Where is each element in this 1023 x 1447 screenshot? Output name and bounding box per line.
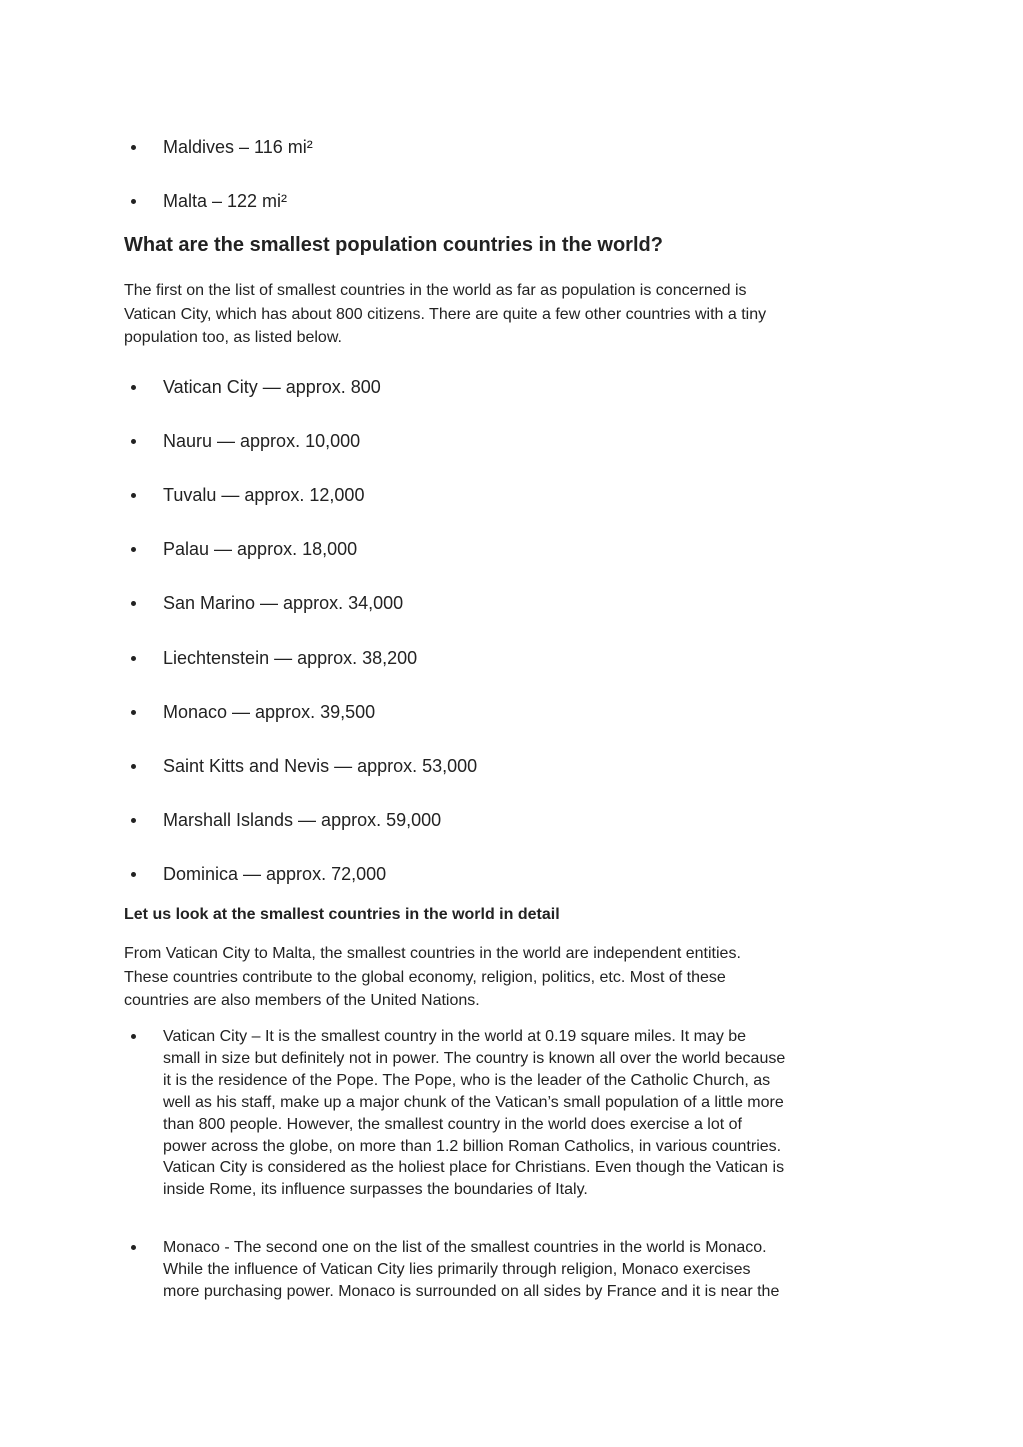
bullet-icon	[131, 385, 136, 390]
detail-line: than 800 people. However, the smallest country in the world does exercise a lot of	[163, 1115, 742, 1133]
detail-line: Vatican City – It is the smallest country in the world at 0.19 square miles. It may be	[163, 1028, 747, 1045]
list-item-text: Nauru — approx. 10,000	[163, 431, 361, 451]
detail-line: Vatican City is considered as the holiest place for Christians. Even though the Vatican is	[163, 1159, 785, 1177]
bullet-icon	[131, 1034, 136, 1039]
list-item	[0, 647, 1023, 669]
detail-line: power across the globe, on more than 1.2 billion Roman Catholics, in various countries.	[163, 1137, 782, 1155]
bullet-icon	[131, 656, 136, 661]
detail-line: inside Rome, its influence surpasses the boundaries of Italy.	[163, 1181, 588, 1199]
detail-line: it is the residence of the Pope. The Pope, who is the leader of the Catholic Church, as	[163, 1071, 771, 1089]
list-item-text: Marshall Islands — approx. 59,000	[163, 810, 442, 830]
population-intro	[124, 279, 904, 350]
paragraph-line: These countries contribute to the global economy, religion, politics, etc. Most of these	[124, 968, 726, 986]
list-item-text: Malta – 122 mi²	[163, 191, 288, 211]
bullet-icon	[131, 818, 136, 823]
bullet-icon	[131, 145, 136, 150]
list-item	[0, 376, 1023, 398]
list-item	[0, 701, 1023, 723]
list-item	[0, 592, 1023, 614]
list-item	[0, 190, 1023, 212]
bullet-icon	[131, 1245, 136, 1250]
population-heading: What are the smallest population countries in the world?	[124, 234, 663, 256]
bullet-icon	[131, 710, 136, 715]
list-item-text: Monaco — approx. 39,500	[163, 702, 376, 722]
detail-line: While the influence of Vatican City lies primarily through religion, Monaco exercises	[163, 1260, 751, 1278]
detail-line: well as his staff, make up a major chunk of the Vatican’s small population of a little more	[163, 1093, 784, 1111]
list-item	[0, 755, 1023, 777]
bullet-icon	[131, 764, 136, 769]
list-item-text: Vatican City — approx. 800	[163, 377, 381, 397]
list-item	[0, 538, 1023, 560]
bullet-icon	[131, 439, 136, 444]
list-item-text: Liechtenstein — approx. 38,200	[163, 648, 418, 668]
list-item-text: Palau — approx. 18,000	[163, 539, 358, 559]
detail-line: more purchasing power. Monaco is surrounded on all sides by France and it is near the	[163, 1282, 780, 1300]
detail-heading: Let us look at the smallest countries in the world in detail	[124, 906, 560, 923]
list-item-text: San Marino — approx. 34,000	[163, 593, 404, 613]
list-item	[0, 863, 1023, 885]
paragraph-line: The first on the list of smallest countries in the world as far as population is concerned is	[124, 282, 747, 299]
list-item-text: Tuvalu — approx. 12,000	[163, 485, 365, 505]
bullet-icon	[131, 199, 136, 204]
bullet-icon	[131, 872, 136, 877]
paragraph-line: From Vatican City to Malta, the smallest countries in the world are independent entities.	[124, 945, 741, 962]
list-item-text: Dominica — approx. 72,000	[163, 864, 387, 884]
list-item	[0, 430, 1023, 452]
list-item-text: Maldives – 116 mi²	[163, 137, 313, 157]
bullet-icon	[131, 547, 136, 552]
bullet-icon	[131, 493, 136, 498]
list-item	[0, 484, 1023, 506]
paragraph-line: population too, as listed below.	[124, 329, 342, 346]
list-item	[0, 136, 1023, 158]
list-item-text: Saint Kitts and Nevis — approx. 53,000	[163, 756, 478, 776]
bullet-icon	[131, 601, 136, 606]
paragraph-line: countries are also members of the United Nations.	[124, 992, 480, 1009]
detail-intro	[124, 942, 904, 1013]
detail-text	[163, 1026, 923, 1201]
list-item	[0, 809, 1023, 831]
paragraph-line: Vatican City, which has about 800 citizens. There are quite a few other countries with a tiny	[124, 305, 767, 323]
detail-line: small in size but definitely not in power. The country is known all over the world because	[163, 1049, 786, 1067]
detail-line: Monaco - The second one on the list of the smallest countries in the world is Monaco.	[163, 1239, 767, 1256]
detail-text	[163, 1237, 923, 1303]
